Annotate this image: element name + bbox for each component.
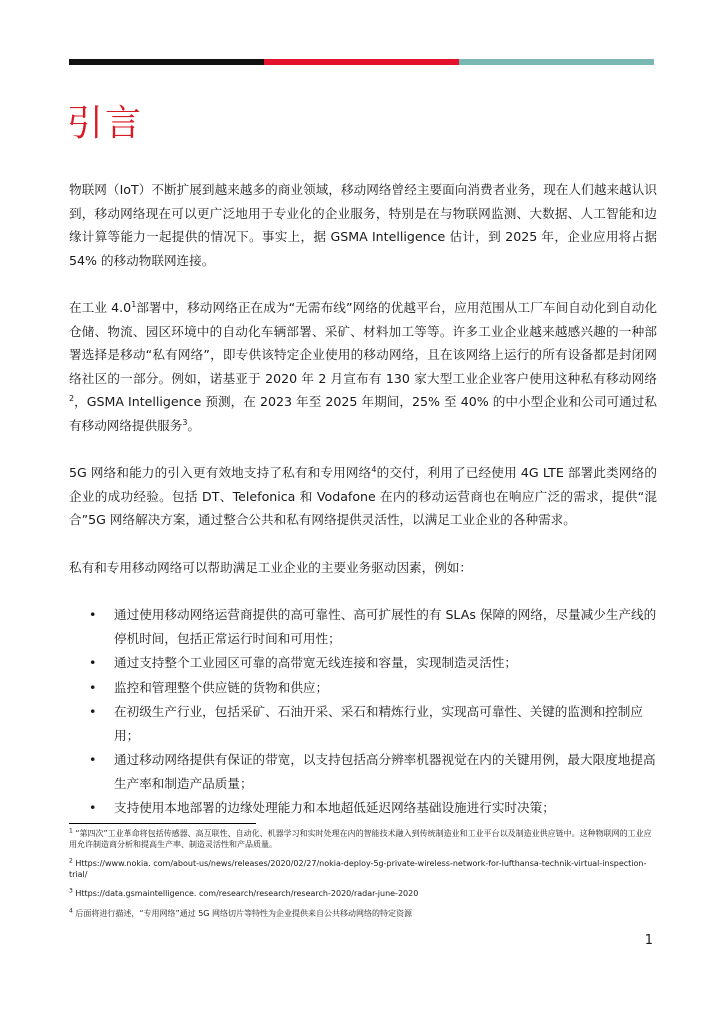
footnotes [69, 829, 657, 928]
footnote-2 [69, 859, 657, 880]
paragraph-text: ，GSMA Intelligence 预测，在 2023 年至 2025 年期间，25% 至 40% 的中小型企业和公司可通过私有移动网络提供服务 [69, 394, 657, 433]
footnote-number: 2 [69, 857, 73, 865]
page-title: 引言 [67, 103, 144, 144]
paragraph-drivers-intro [69, 556, 657, 580]
list-item-text: 在初级生产行业，包括采矿、石油开采、采石和精炼行业，实现高可靠性、关键的监测和控制应用； [114, 704, 643, 743]
list-item [69, 676, 657, 700]
list-item [69, 748, 657, 795]
paragraph-text: 在工业 4.0 [69, 300, 132, 315]
paragraph-5g [69, 461, 657, 532]
footnote-4 [69, 906, 657, 920]
paragraph-industry-4 [69, 296, 657, 437]
bullet-icon: • [89, 679, 97, 695]
paragraph-text: 部署中，移动网络正在成为“无需布线”网络的优越平台，应用范围从工厂车间自动化到自动化仓储、物流、园区环境中的自动化车辆部署、采矿、材料加工等等。许多工业企业越来越感兴趣的一种部署选择是移动“私有网络”，即专供该特定企业使用的移动网络，且在该网络上运行的所有设备都是封闭网络社区的一部分。例如，诺基亚于 2020 年 2 月宣布有 130 家大型工业企业客户使用这种私有移动网络 [69, 300, 657, 386]
footnote-ref[interactable]: 1 [131, 299, 137, 309]
paragraph-text: 5G 网络和能力的引入更有效地支持了私有和专用网络 [69, 465, 372, 480]
bullet-icon: • [89, 655, 97, 670]
footnote-1 [69, 829, 657, 850]
paragraph-intro [69, 178, 657, 272]
list-item [69, 651, 657, 675]
list-item-text: 监控和管理整个供应链的货物和供应； [114, 679, 329, 695]
top-bar-segment-black [69, 59, 264, 65]
bullet-icon: • [89, 704, 97, 719]
bullet-icon: • [89, 607, 97, 622]
drivers-list [69, 603, 657, 820]
footnote-number: 4 [69, 906, 73, 914]
footnote-number: 3 [69, 887, 73, 895]
top-bar-segment-red [264, 59, 459, 65]
list-item [69, 700, 657, 747]
footnote-ref[interactable]: 3 [182, 417, 188, 427]
page-number: 1 [644, 933, 653, 948]
footnote-divider [69, 823, 256, 824]
top-color-bar [69, 59, 654, 65]
list-item [69, 796, 657, 820]
paragraph-text: 。 [187, 417, 201, 433]
list-item-text: 通过移动网络提供有保证的带宽，以支持包括高分辨率机器视觉在内的关键用例，最大限度地提高生产率和制造产品质量； [114, 752, 656, 791]
top-bar-segment-teal [459, 59, 654, 65]
bullet-icon: • [89, 752, 97, 767]
list-item-text: 通过支持整个工业园区可靠的高带宽无线连接和容量，实现制造灵活性； [114, 655, 517, 670]
list-item [69, 603, 657, 650]
footnote-ref[interactable]: 2 [69, 393, 75, 403]
footnote-number: 1 [69, 827, 73, 835]
main-content [69, 178, 657, 821]
footnote-link[interactable]: Https://data.gsmaintelligence. com/research/research/research-2020/radar-june-2020 [75, 889, 419, 898]
list-item-text: 通过使用移动网络运营商提供的高可靠性、高可扩展性的有 SLAs 保障的网络，尽量减少生产线的停机时间，包括正常运行时间和可用性； [114, 607, 657, 646]
footnote-text: “第四次”工业革命将包括传感器、高互联性、自动化、机器学习和实时处理在内的智能技术融入到传统制造业和工业平台以及制造业供应链中。这种物联网的工业应用允许制造商分析和提高生产率、制造灵活性和产品质量。 [69, 829, 652, 849]
footnote-text: 后面将进行描述，“专用网络”通过 5G 网络切片等特性为企业提供来自公共移动网络的特定资源 [75, 908, 413, 918]
bullet-icon: • [89, 800, 97, 815]
footnote-3 [69, 889, 657, 900]
list-item-text: 支持使用本地部署的边缘处理能力和本地超低延迟网络基础设施进行实时决策； [114, 800, 555, 815]
paragraph-text: 的交付，利用了已经使用 4G LTE 部署此类网络的企业的成功经验。包括 DT、Telefonica 和 Vodafone 在内的移动运营商也在响应广泛的需求，提供“混合”5G 网络解决方案，通过整合公共和私有网络提供灵活性，以满足工业企业的各种需求。 [69, 465, 657, 527]
footnote-link[interactable]: Https://www.nokia. com/about-us/news/releases/2020/02/27/nokia-deploy-5g-private-wireless-network-for-lufthansa-technik-virtual-inspection-trial/ [69, 859, 647, 879]
footnote-ref[interactable]: 4 [371, 464, 377, 474]
paragraph-text: 物联网（IoT）不断扩展到越来越多的商业领域，移动网络曾经主要面向消费者业务，现在人们越来越认识到，移动网络现在可以更广泛地用于专业化的企业服务，特别是在与物联网监测、大数据、人工智能和边缘计算等能力一起提供的情况下。事实上，据 GSMA Intelligence 估计，到 2025 年，企业应用将占据 54% 的移动物联网连接。 [69, 182, 657, 268]
paragraph-text: 私有和专用移动网络可以帮助满足工业企业的主要业务驱动因素，例如： [69, 559, 472, 575]
